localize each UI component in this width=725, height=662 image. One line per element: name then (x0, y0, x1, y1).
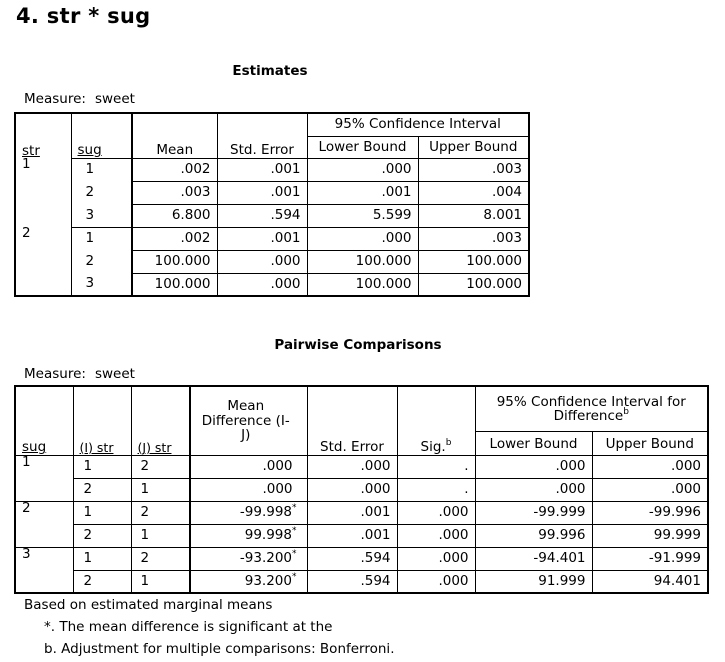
pw-header-upper-bound: Upper Bound (592, 431, 708, 455)
cell-lower-bound: .000 (475, 455, 592, 478)
cell-lower-bound: .000 (307, 158, 418, 181)
significance-star: * (292, 548, 297, 559)
estimates-row (15, 273, 529, 296)
cell-lower-bound: 5.599 (307, 204, 418, 227)
cell-mean: 6.800 (132, 204, 217, 227)
cell-sug: 3 (15, 547, 73, 593)
estimates-row (15, 158, 529, 181)
measure-label: Measure: (24, 91, 86, 107)
cell-lower-bound: -99.999 (475, 501, 592, 524)
cell-mean-difference (190, 570, 307, 593)
cell-i-str: 1 (73, 501, 131, 524)
cell-mean: .002 (132, 158, 217, 181)
pw-header-sug: sug (15, 386, 73, 455)
cell-mean: .003 (132, 181, 217, 204)
cell-lower-bound: .000 (307, 227, 418, 250)
cell-sug: 1 (15, 455, 73, 501)
mean-difference-value: -99.998 (239, 503, 292, 520)
cell-upper-bound: 100.000 (418, 250, 529, 273)
estimates-row (15, 181, 529, 204)
cell-sug: 1 (71, 227, 132, 250)
cell-sig: . (397, 455, 475, 478)
cell-j-str: 2 (131, 455, 190, 478)
cell-std-error: .001 (307, 501, 397, 524)
header-lower-bound: Lower Bound (307, 136, 418, 158)
pw-header-std-error: Std. Error (307, 386, 397, 455)
cell-sug: 3 (71, 273, 132, 296)
cell-sug: 3 (71, 204, 132, 227)
cell-sug: 2 (71, 250, 132, 273)
pairwise-row (15, 547, 708, 570)
cell-mean-difference (190, 478, 307, 501)
measure-value: sweet (94, 91, 135, 107)
cell-j-str: 2 (131, 501, 190, 524)
cell-sug: 1 (71, 158, 132, 181)
cell-std-error: .000 (307, 478, 397, 501)
mean-difference-value: 93.200 (244, 572, 292, 589)
mean-difference-value: .000 (262, 457, 293, 474)
cell-upper-bound: 100.000 (418, 273, 529, 296)
cell-str: 1 (15, 158, 71, 227)
estimates-title: Estimates (232, 63, 308, 79)
significance-star: * (292, 525, 297, 536)
measure-value: sweet (94, 366, 135, 382)
cell-mean-difference (190, 524, 307, 547)
header-upper-bound: Upper Bound (418, 136, 529, 158)
footnote-b: b. Adjustment for multiple comparisons: Bonferroni. (44, 641, 395, 657)
pw-header-j-str: (J) str (131, 386, 190, 455)
cell-upper-bound: 99.999 (592, 524, 708, 547)
pairwise-table (14, 385, 709, 594)
estimates-body (15, 158, 529, 296)
cell-lower-bound: 100.000 (307, 273, 418, 296)
footnote-star: *. The mean difference is significant at the (44, 619, 333, 635)
cell-std-error: .001 (217, 158, 307, 181)
cell-upper-bound: .003 (418, 158, 529, 181)
estimates-table (14, 112, 530, 297)
cell-sig: .000 (397, 524, 475, 547)
cell-std-error: .001 (307, 524, 397, 547)
cell-j-str: 1 (131, 570, 190, 593)
cell-std-error: .000 (217, 250, 307, 273)
cell-upper-bound: 8.001 (418, 204, 529, 227)
cell-sig: .000 (397, 570, 475, 593)
cell-mean-difference (190, 455, 307, 478)
cell-i-str: 1 (73, 455, 131, 478)
mean-difference-value: .000 (262, 480, 293, 497)
cell-sig: .000 (397, 547, 475, 570)
cell-std-error: .000 (307, 455, 397, 478)
cell-sig: . (397, 478, 475, 501)
pairwise-row (15, 455, 708, 478)
cell-sig: .000 (397, 501, 475, 524)
estimates-row (15, 250, 529, 273)
cell-i-str: 1 (73, 547, 131, 570)
cell-i-str: 2 (73, 524, 131, 547)
cell-sug: 2 (15, 501, 73, 547)
cell-std-error: .594 (307, 570, 397, 593)
pairwise-measure (24, 366, 135, 382)
cell-upper-bound: .000 (592, 455, 708, 478)
cell-mean: .002 (132, 227, 217, 250)
cell-lower-bound: .000 (475, 478, 592, 501)
pw-header-ci-group: 95% Confidence Interval for Difference$^b$ (475, 386, 708, 431)
pw-header-lower-bound: Lower Bound (475, 431, 592, 455)
cell-upper-bound: .003 (418, 227, 529, 250)
cell-mean: 100.000 (132, 273, 217, 296)
cell-i-str: 2 (73, 478, 131, 501)
cell-i-str: 2 (73, 570, 131, 593)
cell-lower-bound: 91.999 (475, 570, 592, 593)
cell-std-error: .000 (217, 273, 307, 296)
header-str: str (15, 113, 71, 158)
cell-std-error: .001 (217, 227, 307, 250)
estimates-measure (24, 91, 135, 107)
header-mean: Mean (132, 113, 217, 158)
header-std-error: Std. Error (217, 113, 307, 158)
cell-str: 2 (15, 227, 71, 296)
pairwise-row (15, 570, 708, 593)
section-title: 4. str * sug (16, 4, 151, 28)
significance-star: * (292, 571, 297, 582)
cell-mean-difference (190, 547, 307, 570)
pairwise-row (15, 478, 708, 501)
measure-label: Measure: (24, 366, 86, 382)
pw-header-i-str: (I) str (73, 386, 131, 455)
header-ci-group: 95% Confidence Interval (307, 113, 529, 136)
cell-lower-bound: 100.000 (307, 250, 418, 273)
pairwise-body (15, 455, 708, 593)
cell-lower-bound: 99.996 (475, 524, 592, 547)
pw-header-sig: Sig.$^b$ (397, 386, 475, 455)
pairwise-row (15, 524, 708, 547)
footnote-b-marker: b (445, 438, 452, 448)
estimates-row (15, 227, 529, 250)
cell-lower-bound: -94.401 (475, 547, 592, 570)
significance-star: * (292, 502, 297, 513)
cell-j-str: 2 (131, 547, 190, 570)
pw-header-mean-difference: Mean Difference (I-J) (190, 386, 307, 455)
pairwise-title: Pairwise Comparisons (274, 337, 442, 353)
cell-j-str: 1 (131, 478, 190, 501)
footnote-b-marker: b (623, 406, 629, 417)
cell-upper-bound: -91.999 (592, 547, 708, 570)
header-sug: sug (71, 113, 132, 158)
pairwise-row (15, 501, 708, 524)
cell-upper-bound: .000 (592, 478, 708, 501)
mean-difference-value: -93.200 (239, 549, 292, 566)
mean-difference-value: 99.998 (244, 526, 292, 543)
cell-upper-bound: .004 (418, 181, 529, 204)
cell-std-error: .594 (217, 204, 307, 227)
estimates-row (15, 204, 529, 227)
footnote-based-on: Based on estimated marginal means (24, 597, 273, 613)
cell-mean: 100.000 (132, 250, 217, 273)
cell-lower-bound: .001 (307, 181, 418, 204)
cell-std-error: .594 (307, 547, 397, 570)
cell-j-str: 1 (131, 524, 190, 547)
cell-std-error: .001 (217, 181, 307, 204)
cell-upper-bound: 94.401 (592, 570, 708, 593)
cell-mean-difference (190, 501, 307, 524)
cell-upper-bound: -99.996 (592, 501, 708, 524)
cell-sug: 2 (71, 181, 132, 204)
